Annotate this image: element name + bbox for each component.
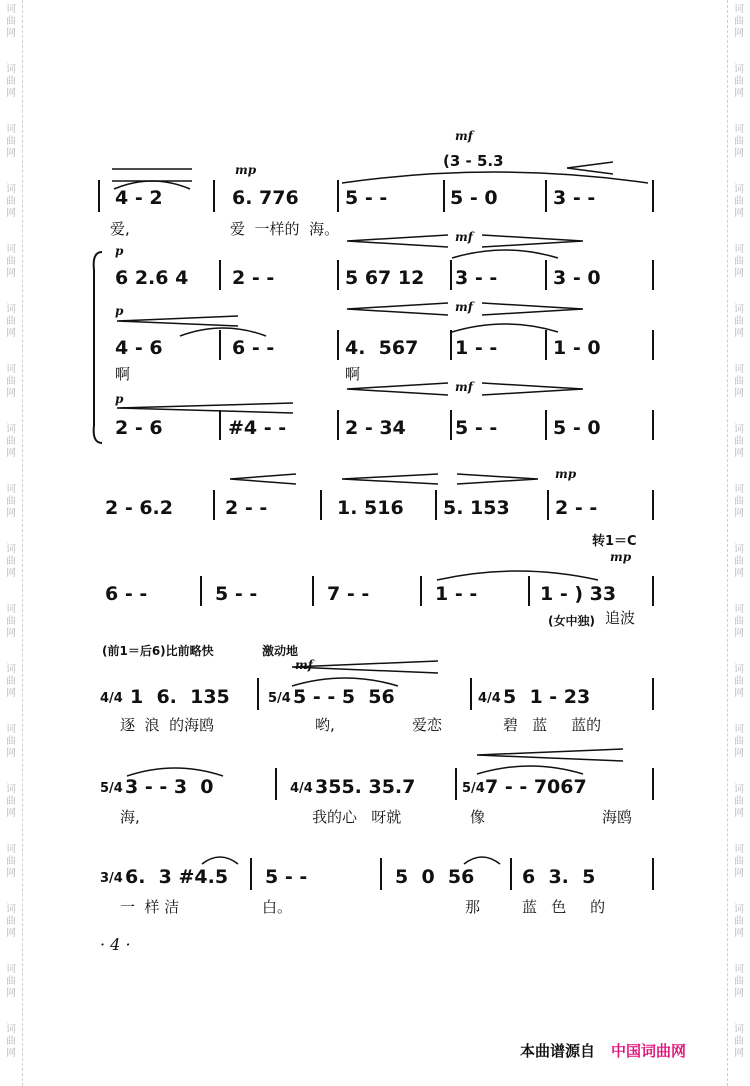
watermark-char: 词: [734, 64, 744, 75]
watermark-char: 曲: [6, 436, 16, 447]
watermark-char: 曲: [6, 76, 16, 87]
dynamic-p: p: [115, 244, 124, 258]
time-signature: 4/4: [478, 691, 501, 706]
watermark-char: 网: [734, 208, 744, 219]
crescendo-hairpin: [475, 748, 625, 762]
measure-notes: 4 - 2: [115, 187, 163, 209]
barline: [652, 260, 654, 290]
lyric: 一 样 洁: [120, 898, 180, 916]
measure-notes: 1 - -: [455, 337, 498, 359]
watermark-char: 曲: [6, 496, 16, 507]
watermark-char: 词: [6, 4, 16, 15]
watermark-char: 词: [734, 604, 744, 615]
right-watermark-strip: [727, 0, 750, 1086]
watermark-char: 曲: [734, 1036, 744, 1047]
watermark-char: 网: [6, 568, 16, 579]
watermark-char: 网: [734, 268, 744, 279]
measure-notes: 5 0 56: [395, 866, 475, 888]
lyric: 白。: [262, 898, 293, 916]
measure-notes: 4 - 6: [115, 337, 163, 359]
time-signature: 5/4: [462, 781, 485, 796]
barline: [450, 260, 452, 290]
watermark-char: 曲: [6, 376, 16, 387]
slur: [450, 320, 560, 334]
watermark-char: 曲: [734, 916, 744, 927]
measure-notes: 6 - -: [105, 583, 148, 605]
watermark-char: 网: [734, 568, 744, 579]
watermark-char: 曲: [734, 496, 744, 507]
measure-notes: 3 - -: [553, 187, 596, 209]
watermark-char: 网: [734, 928, 744, 939]
lyric: 我的心 呀就: [312, 808, 402, 826]
measure-notes: 1 - ) 33: [540, 583, 617, 605]
watermark-char: 网: [6, 328, 16, 339]
measure-notes: 5 - 0: [450, 187, 498, 209]
lyric: 碧 蓝 蓝的: [503, 716, 602, 734]
time-signature: 3/4: [100, 871, 123, 886]
watermark-char: 曲: [6, 196, 16, 207]
crescendo-hairpin: [290, 660, 440, 674]
lyric: 啊: [345, 365, 361, 383]
dynamic-mp: mp: [555, 467, 577, 481]
watermark-char: 词: [6, 364, 16, 375]
barline: [257, 678, 259, 710]
watermark-char: 词: [6, 184, 16, 195]
barline: [652, 330, 654, 360]
watermark-char: 网: [734, 148, 744, 159]
watermark-char: 曲: [734, 256, 744, 267]
measure-notes: 2 - -: [232, 267, 275, 289]
watermark-char: 曲: [734, 676, 744, 687]
crescendo-hairpin: [115, 402, 295, 414]
measure-notes: 5 - 0: [553, 417, 601, 439]
watermark-char: 词: [734, 244, 744, 255]
watermark-char: 词: [6, 424, 16, 435]
measure-notes: 6 - -: [232, 337, 275, 359]
watermark-char: 曲: [734, 736, 744, 747]
barline: [545, 180, 547, 212]
watermark-char: 词: [734, 184, 744, 195]
watermark-char: 词: [734, 424, 744, 435]
crescendo-hairpin: [345, 302, 450, 316]
barline: [652, 678, 654, 710]
lyric: 像: [470, 808, 486, 826]
measure-notes: 2 - -: [555, 497, 598, 519]
lyric: 海,: [120, 808, 140, 826]
watermark-char: 词: [6, 604, 16, 615]
watermark-char: 曲: [734, 16, 744, 27]
solo-label: (女中独): [548, 614, 595, 628]
watermark-char: 曲: [6, 556, 16, 567]
dynamic-mf: mf: [455, 129, 473, 143]
barline: [652, 490, 654, 520]
slur: [450, 246, 560, 260]
watermark-char: 曲: [6, 1036, 16, 1047]
diminuendo-hairpin: [455, 473, 540, 485]
barline: [337, 180, 339, 212]
watermark-char: 网: [6, 148, 16, 159]
watermark-char: 曲: [6, 136, 16, 147]
dynamic-mp: mp: [235, 163, 257, 177]
measure-notes: 1. 516: [337, 497, 404, 519]
lyric: 爱,: [110, 220, 130, 238]
watermark-char: 词: [734, 664, 744, 675]
crescendo-hairpin: [340, 473, 440, 485]
measure-notes: 7 - - 7067: [485, 776, 587, 798]
watermark-char: 网: [734, 508, 744, 519]
slur: [435, 566, 600, 582]
watermark-char: 曲: [734, 616, 744, 627]
barline: [545, 260, 547, 290]
lyric: 爱恋: [412, 716, 443, 734]
measure-notes: 5. 153: [443, 497, 510, 519]
measure-notes: 5 - -: [455, 417, 498, 439]
barline: [337, 330, 339, 360]
watermark-char: 词: [6, 544, 16, 555]
barline: [213, 180, 215, 212]
time-signature: 4/4: [100, 691, 123, 706]
lyric: 追波: [605, 609, 636, 627]
dynamic-mp: mp: [610, 550, 632, 564]
measure-notes: 2 - -: [225, 497, 268, 519]
measure-notes: 6 3. 5: [522, 866, 596, 888]
tempo-note: (前1＝后6)比前略快: [102, 644, 214, 658]
measure-notes: 1 - 0: [553, 337, 601, 359]
measure-notes: 2 - 34: [345, 417, 406, 439]
watermark-char: 词: [734, 964, 744, 975]
barline: [545, 410, 547, 440]
watermark-char: 网: [6, 28, 16, 39]
measure-notes: 6 2.6 4: [115, 267, 189, 289]
dynamic-mf: mf: [295, 658, 313, 672]
watermark-char: 网: [6, 388, 16, 399]
measure-notes: 6. 776: [232, 187, 299, 209]
watermark-char: 词: [734, 364, 744, 375]
page-number: · 4 ·: [100, 935, 131, 954]
barline: [320, 490, 322, 520]
lyric: 哟,: [315, 716, 335, 734]
lyric: 那: [465, 898, 481, 916]
barline: [98, 180, 100, 212]
barline: [250, 858, 252, 890]
watermark-char: 词: [734, 1024, 744, 1035]
watermark-char: 曲: [6, 856, 16, 867]
watermark-char: 网: [734, 628, 744, 639]
barline: [652, 410, 654, 440]
barline: [420, 576, 422, 606]
measure-notes: #4 - -: [228, 417, 287, 439]
measure-notes: 6. 3 #4.5: [125, 866, 229, 888]
measure-notes: 3 - 0: [553, 267, 601, 289]
barline: [275, 768, 277, 800]
watermark-char: 网: [6, 928, 16, 939]
barline: [380, 858, 382, 890]
watermark-char: 曲: [6, 316, 16, 327]
watermark-char: 曲: [6, 796, 16, 807]
dynamic-mf: mf: [455, 380, 473, 394]
watermark-char: 网: [6, 868, 16, 879]
barline: [652, 768, 654, 800]
watermark-char: 网: [734, 808, 744, 819]
barline: [528, 576, 530, 606]
watermark-char: 网: [734, 688, 744, 699]
paren-phrase: (3 - 5.3: [443, 152, 504, 170]
lyric: 逐 浪 的海鸥: [120, 716, 215, 734]
measure-notes: 3 - - 3 0: [125, 776, 214, 798]
barline: [455, 768, 457, 800]
watermark-char: 网: [6, 1048, 16, 1059]
measure-notes: 5 67 12: [345, 267, 425, 289]
watermark-char: 曲: [734, 76, 744, 87]
watermark-char: 词: [6, 484, 16, 495]
watermark-char: 网: [734, 1048, 744, 1059]
crescendo-hairpin: [345, 382, 450, 396]
measure-notes: 5 1 - 23: [503, 686, 591, 708]
source-footer: [520, 1040, 686, 1061]
barline: [652, 576, 654, 606]
crescendo-hairpin: [228, 473, 298, 485]
watermark-char: 曲: [6, 16, 16, 27]
barline: [450, 410, 452, 440]
watermark-char: 词: [6, 904, 16, 915]
brand-link[interactable]: 中国词曲网: [611, 1042, 687, 1060]
watermark-char: 网: [6, 88, 16, 99]
watermark-char: 词: [6, 784, 16, 795]
dynamic-mf: mf: [455, 230, 473, 244]
watermark-char: 网: [6, 808, 16, 819]
watermark-char: 曲: [6, 976, 16, 987]
barline: [337, 410, 339, 440]
watermark-char: 网: [734, 988, 744, 999]
diminuendo-hairpin: [480, 302, 585, 316]
watermark-char: 网: [734, 88, 744, 99]
dynamic-p: p: [115, 392, 124, 406]
watermark-char: 词: [6, 244, 16, 255]
watermark-char: 词: [6, 304, 16, 315]
measure-notes: 7 - -: [327, 583, 370, 605]
slur: [462, 852, 502, 866]
barline: [435, 490, 437, 520]
watermark-char: 曲: [6, 676, 16, 687]
watermark-char: 网: [6, 748, 16, 759]
watermark-char: 网: [734, 748, 744, 759]
watermark-char: 词: [734, 484, 744, 495]
measure-notes: 3 - -: [455, 267, 498, 289]
watermark-char: 词: [6, 124, 16, 135]
left-watermark-strip: [0, 0, 23, 1086]
watermark-char: 网: [6, 268, 16, 279]
watermark-char: 网: [6, 988, 16, 999]
watermark-char: 词: [6, 1024, 16, 1035]
watermark-char: 网: [734, 388, 744, 399]
measure-notes: 2 - 6.2: [105, 497, 173, 519]
dynamic-mf: mf: [455, 300, 473, 314]
diminuendo-hairpin: [480, 382, 585, 396]
watermark-char: 词: [734, 304, 744, 315]
watermark-char: 词: [734, 784, 744, 795]
crescendo-hairpin: [345, 234, 450, 248]
watermark-char: 词: [6, 844, 16, 855]
watermark-char: 曲: [6, 916, 16, 927]
measure-notes: 1 6. 135: [130, 686, 230, 708]
watermark-char: 曲: [734, 856, 744, 867]
lyric: 海鸥: [602, 808, 633, 826]
slur: [340, 165, 650, 185]
measure-notes: 5 - -: [345, 187, 388, 209]
watermark-char: 网: [734, 448, 744, 459]
watermark-char: 词: [6, 664, 16, 675]
watermark-char: 曲: [734, 556, 744, 567]
barline: [219, 260, 221, 290]
barline: [545, 330, 547, 360]
watermark-char: 网: [734, 868, 744, 879]
measure-notes: 4. 567: [345, 337, 419, 359]
lyric: 爱 一样的 海。: [230, 220, 340, 238]
watermark-char: 曲: [6, 616, 16, 627]
barline: [213, 490, 215, 520]
time-signature: 5/4: [100, 781, 123, 796]
watermark-char: 曲: [734, 796, 744, 807]
barline: [443, 180, 445, 212]
watermark-char: 词: [6, 724, 16, 735]
watermark-char: 词: [734, 844, 744, 855]
measure-notes: 5 - - 5 56: [293, 686, 395, 708]
watermark-char: 网: [734, 328, 744, 339]
watermark-char: 网: [734, 28, 744, 39]
barline: [312, 576, 314, 606]
barline: [337, 260, 339, 290]
watermark-char: 曲: [734, 196, 744, 207]
watermark-char: 网: [6, 448, 16, 459]
time-signature: 5/4: [268, 691, 291, 706]
lyric: 蓝 色 的: [522, 898, 606, 916]
measure-notes: 2 - 6: [115, 417, 163, 439]
source-label: 本曲谱源自: [520, 1042, 596, 1060]
watermark-char: 网: [6, 508, 16, 519]
lyric: 啊: [115, 365, 131, 383]
time-signature: 4/4: [290, 781, 313, 796]
watermark-char: 曲: [734, 376, 744, 387]
slur: [178, 324, 268, 338]
expression-mark: 激动地: [262, 644, 299, 658]
barline: [510, 858, 512, 890]
watermark-char: 词: [734, 4, 744, 15]
watermark-char: 词: [6, 964, 16, 975]
watermark-char: 曲: [734, 316, 744, 327]
watermark-char: 曲: [6, 256, 16, 267]
measure-notes: 1 - -: [435, 583, 478, 605]
choir-bracket: [90, 250, 104, 445]
slur: [475, 762, 585, 776]
watermark-char: 词: [734, 124, 744, 135]
dynamic-p: p: [115, 304, 124, 318]
watermark-char: 网: [6, 688, 16, 699]
barline: [200, 576, 202, 606]
watermark-char: 词: [734, 904, 744, 915]
barline: [219, 410, 221, 440]
slur: [200, 852, 240, 866]
barline: [652, 180, 654, 212]
barline: [652, 858, 654, 890]
watermark-char: 网: [6, 208, 16, 219]
watermark-char: 词: [734, 724, 744, 735]
watermark-char: 曲: [734, 136, 744, 147]
measure-notes: 355. 35.7: [315, 776, 416, 798]
watermark-char: 曲: [6, 736, 16, 747]
barline: [450, 330, 452, 360]
barline: [219, 330, 221, 360]
barline: [547, 490, 549, 520]
watermark-char: 网: [6, 628, 16, 639]
watermark-char: 曲: [734, 976, 744, 987]
watermark-char: 词: [734, 544, 744, 555]
watermark-char: 曲: [734, 436, 744, 447]
measure-notes: 5 - -: [265, 866, 308, 888]
measure-notes: 5 - -: [215, 583, 258, 605]
key-change: 转1＝C: [592, 534, 637, 549]
watermark-char: 词: [6, 64, 16, 75]
barline: [470, 678, 472, 710]
